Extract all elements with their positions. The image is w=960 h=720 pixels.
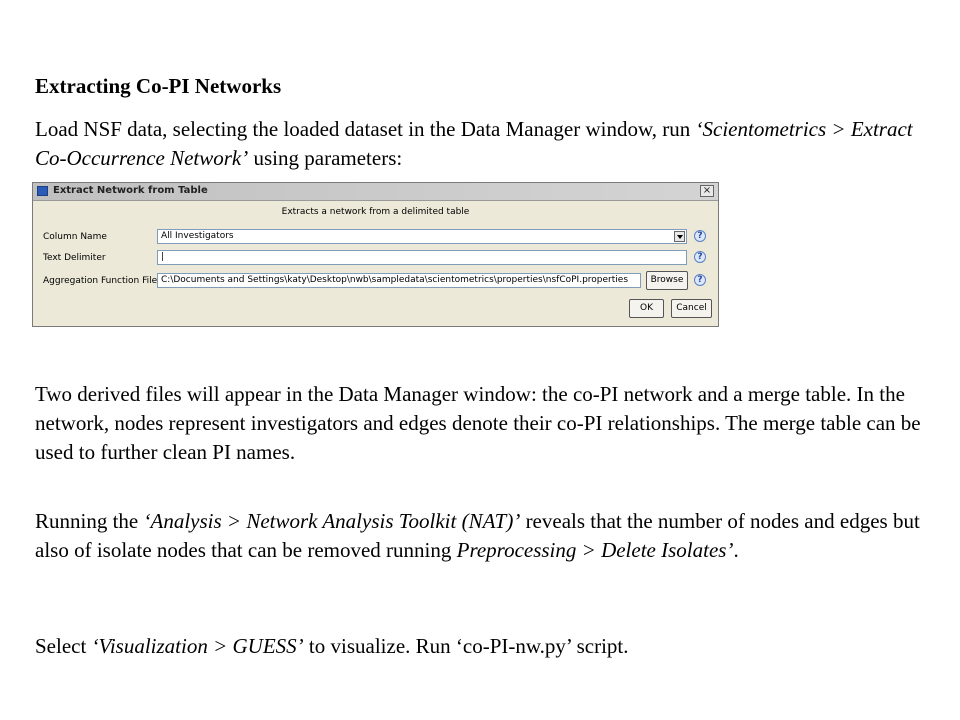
dialog-titlebar[interactable] [33, 183, 718, 201]
aggregation-file-label: Aggregation Function File [43, 276, 158, 286]
column-name-value: All Investigators [161, 231, 234, 241]
text-delimiter-value: | [161, 252, 165, 262]
close-button[interactable] [700, 185, 714, 197]
chevron-down-icon[interactable] [674, 231, 685, 242]
analysis-text-end: . [733, 538, 739, 562]
column-name-dropdown[interactable] [157, 229, 687, 244]
help-icon[interactable]: ? [694, 274, 706, 286]
derived-files-paragraph: Two derived files will appear in the Data Manager window: the co-PI network and a merge table. In the network, nodes represent investigators and edges denote their co-PI relationships. The merge table can be used to further clean PI names. [35, 382, 921, 464]
help-icon[interactable]: ? [694, 251, 706, 263]
browse-button[interactable]: Browse [646, 271, 688, 290]
dialog-description: Extracts a network from a delimited table [281, 207, 470, 217]
analysis-paragraph [35, 507, 930, 565]
analysis-text-mid: reveals that the number of nodes and edges but also of isolate nodes that can be removed running [35, 509, 920, 562]
ok-button[interactable]: OK [629, 299, 664, 318]
visualization-text: Select [35, 634, 92, 658]
menu-path-extract: ‘Scientometrics > Extract Co-Occurrence Network’ [35, 117, 913, 170]
text-delimiter-label: Text Delimiter [43, 253, 106, 263]
dialog-title: Extract Network from Table [53, 185, 208, 196]
menu-path-nat: ‘Analysis > Network Analysis Toolkit (NAT)’ [143, 509, 521, 533]
cancel-button[interactable]: Cancel [671, 299, 712, 318]
column-name-label: Column Name [43, 232, 107, 242]
text-delimiter-input[interactable] [157, 250, 687, 265]
section-heading: Extracting Co-PI Networks [35, 74, 282, 98]
intro-text: Load NSF data, selecting the loaded dataset in the Data Manager window, run [35, 117, 696, 141]
app-icon [37, 186, 48, 196]
menu-path-isolates: Preprocessing > Delete Isolates’ [456, 538, 734, 562]
visualization-paragraph [35, 632, 930, 661]
close-icon: × [702, 185, 712, 196]
help-icon[interactable]: ? [694, 230, 706, 242]
menu-path-guess: ‘Visualization > GUESS’ [91, 634, 304, 658]
intro-text-end: using parameters: [248, 146, 403, 170]
extract-network-dialog [32, 182, 719, 327]
analysis-text: Running the [35, 509, 144, 533]
aggregation-file-input[interactable] [157, 273, 641, 288]
aggregation-file-value: C:\Documents and Settings\katy\Desktop\nwb\sampledata\scientometrics\properties\nsfCoPI.properties [161, 275, 629, 285]
intro-paragraph [35, 115, 930, 173]
visualization-text-end: to visualize. Run ‘co-PI-nw.py’ script. [303, 634, 629, 658]
